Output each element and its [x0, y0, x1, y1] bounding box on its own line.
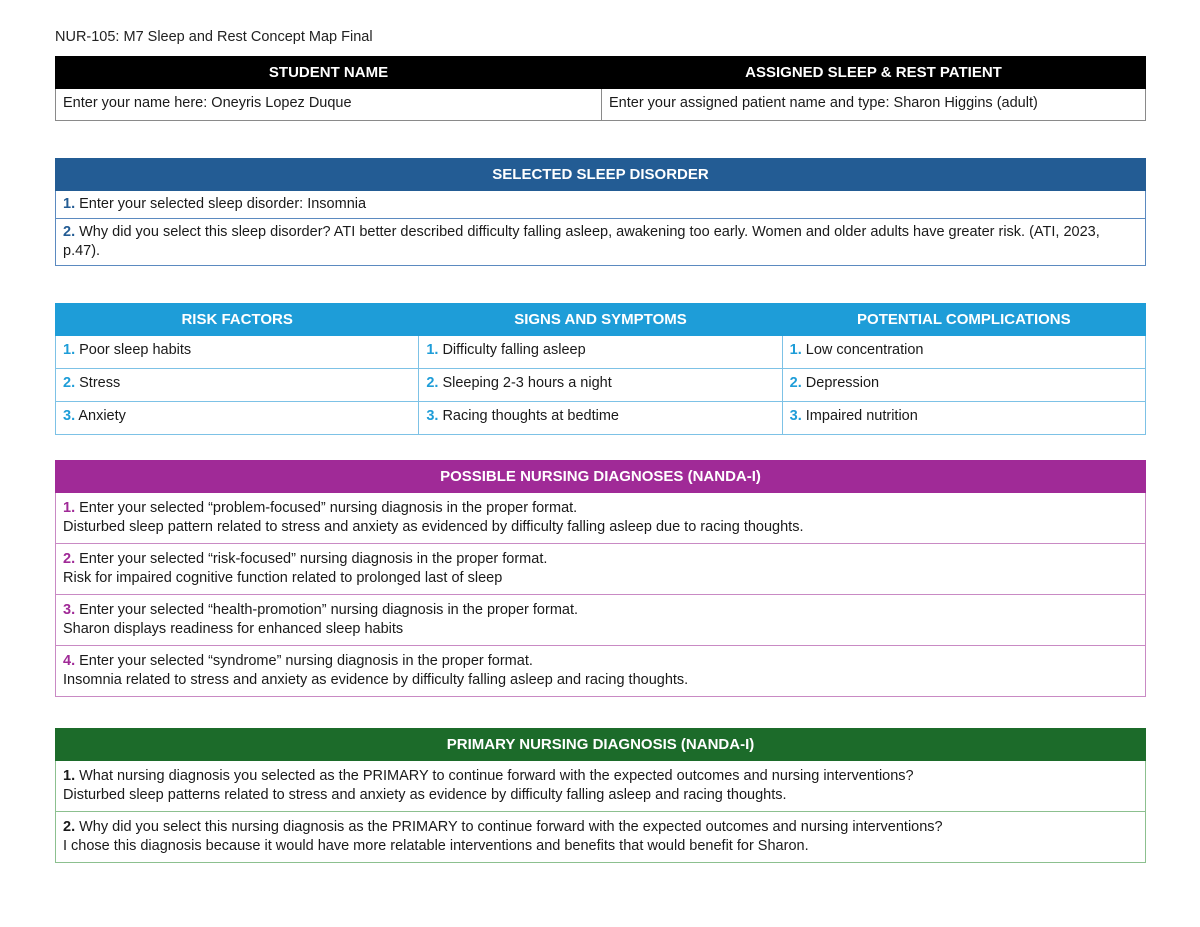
- item-number: 2.: [63, 551, 76, 567]
- syndrome-diagnosis-field[interactable]: [56, 646, 1146, 697]
- item-number: 2.: [789, 375, 802, 391]
- diagnosis-answer: Disturbed sleep pattern related to stress and anxiety as evidenced by difficulty falling asleep due to racing thoughts.: [63, 519, 804, 535]
- cell-text: Low concentration: [805, 342, 924, 358]
- primary-prompt: Why did you select this nursing diagnosis as the PRIMARY to continue forward with the expected outcomes and nursing interventions?: [79, 819, 943, 835]
- item-number: 1.: [426, 342, 439, 358]
- cell-text: Depression: [805, 375, 880, 391]
- risk-signs-complications-table: [55, 303, 1146, 435]
- sleep-disorder-text: Enter your selected sleep disorder: Insomnia: [79, 196, 367, 212]
- sign-symptom-cell[interactable]: [419, 336, 782, 369]
- sleep-disorder-table: [55, 158, 1146, 266]
- primary-answer: Disturbed sleep patterns related to stress and anxiety as evidence by difficulty falling asleep and racing thoughts.: [63, 787, 787, 803]
- problem-focused-diagnosis-field[interactable]: [56, 493, 1146, 544]
- cell-text: Poor sleep habits: [79, 342, 192, 358]
- item-number: 2.: [63, 375, 76, 391]
- health-promotion-diagnosis-field[interactable]: [56, 595, 1146, 646]
- sleep-disorder-reason-field[interactable]: [56, 219, 1146, 266]
- risk-factors-header: RISK FACTORS: [56, 304, 419, 336]
- cell-text: Impaired nutrition: [805, 408, 918, 424]
- diagnosis-prompt: Enter your selected “risk-focused” nursing diagnosis in the proper format.: [79, 551, 548, 567]
- primary-answer: I chose this diagnosis because it would have more relatable interventions and benefits that would benefit for Sharon.: [63, 838, 809, 854]
- sleep-disorder-field[interactable]: [56, 191, 1146, 219]
- item-number: 2.: [63, 224, 76, 240]
- signs-symptoms-header: SIGNS AND SYMPTOMS: [419, 304, 782, 336]
- item-number: 1.: [63, 500, 76, 516]
- sign-symptom-cell[interactable]: [419, 402, 782, 435]
- complication-cell[interactable]: [782, 336, 1145, 369]
- cell-text: Racing thoughts at bedtime: [442, 408, 619, 424]
- primary-diagnosis-header: PRIMARY NURSING DIAGNOSIS (NANDA-I): [56, 729, 1146, 761]
- student-name-field[interactable]: Enter your name here: Oneyris Lopez Duque: [56, 89, 602, 121]
- assigned-patient-field[interactable]: Enter your assigned patient name and type: Sharon Higgins (adult): [602, 89, 1146, 121]
- item-number: 3.: [426, 408, 439, 424]
- cell-text: Sleeping 2-3 hours a night: [442, 375, 612, 391]
- item-number: 1.: [63, 342, 76, 358]
- assigned-patient-header: ASSIGNED SLEEP & REST PATIENT: [602, 57, 1146, 89]
- item-number: 3.: [789, 408, 802, 424]
- cell-text: Difficulty falling asleep: [442, 342, 586, 358]
- diagnosis-answer: Risk for impaired cognitive function related to prolonged last of sleep: [63, 570, 503, 586]
- primary-prompt: What nursing diagnosis you selected as the PRIMARY to continue forward with the expected outcomes and nursing interventions?: [79, 768, 914, 784]
- risk-focused-diagnosis-field[interactable]: [56, 544, 1146, 595]
- sleep-disorder-header: SELECTED SLEEP DISORDER: [56, 159, 1146, 191]
- item-number: 2.: [426, 375, 439, 391]
- risk-factor-cell[interactable]: [56, 369, 419, 402]
- item-number: 3.: [63, 602, 76, 618]
- sleep-disorder-reason-text: Why did you select this sleep disorder? ATI better described difficulty falling asleep, awakening too early. Women and older adults have greater risk. (ATI, 2023, p.47).: [63, 224, 1100, 259]
- diagnosis-prompt: Enter your selected “health-promotion” nursing diagnosis in the proper format.: [79, 602, 579, 618]
- student-table: [55, 56, 1146, 121]
- diagnosis-prompt: Enter your selected “syndrome” nursing diagnosis in the proper format.: [79, 653, 533, 669]
- item-number: 4.: [63, 653, 76, 669]
- cell-text: Anxiety: [78, 408, 126, 424]
- risk-factor-cell[interactable]: [56, 336, 419, 369]
- risk-factor-cell[interactable]: [56, 402, 419, 435]
- potential-complications-header: POTENTIAL COMPLICATIONS: [782, 304, 1145, 336]
- item-number: 2.: [63, 819, 76, 835]
- primary-reason-field[interactable]: [56, 812, 1146, 863]
- document-title: NUR-105: M7 Sleep and Rest Concept Map Final: [55, 29, 373, 45]
- item-number: 1.: [63, 196, 76, 212]
- item-number: 1.: [789, 342, 802, 358]
- item-number: 1.: [63, 768, 76, 784]
- student-name-header: STUDENT NAME: [56, 57, 602, 89]
- diagnosis-answer: Insomnia related to stress and anxiety as evidence by difficulty falling asleep and racing thoughts.: [63, 672, 689, 688]
- cell-text: Stress: [79, 375, 121, 391]
- possible-diagnoses-header: POSSIBLE NURSING DIAGNOSES (NANDA-I): [56, 461, 1146, 493]
- primary-diagnosis-field[interactable]: [56, 761, 1146, 812]
- diagnosis-answer: Sharon displays readiness for enhanced sleep habits: [63, 621, 404, 637]
- item-number: 3.: [63, 408, 76, 424]
- possible-diagnoses-table: [55, 460, 1146, 697]
- complication-cell[interactable]: [782, 369, 1145, 402]
- primary-diagnosis-table: [55, 728, 1146, 863]
- diagnosis-prompt: Enter your selected “problem-focused” nursing diagnosis in the proper format.: [79, 500, 578, 516]
- sign-symptom-cell[interactable]: [419, 369, 782, 402]
- complication-cell[interactable]: [782, 402, 1145, 435]
